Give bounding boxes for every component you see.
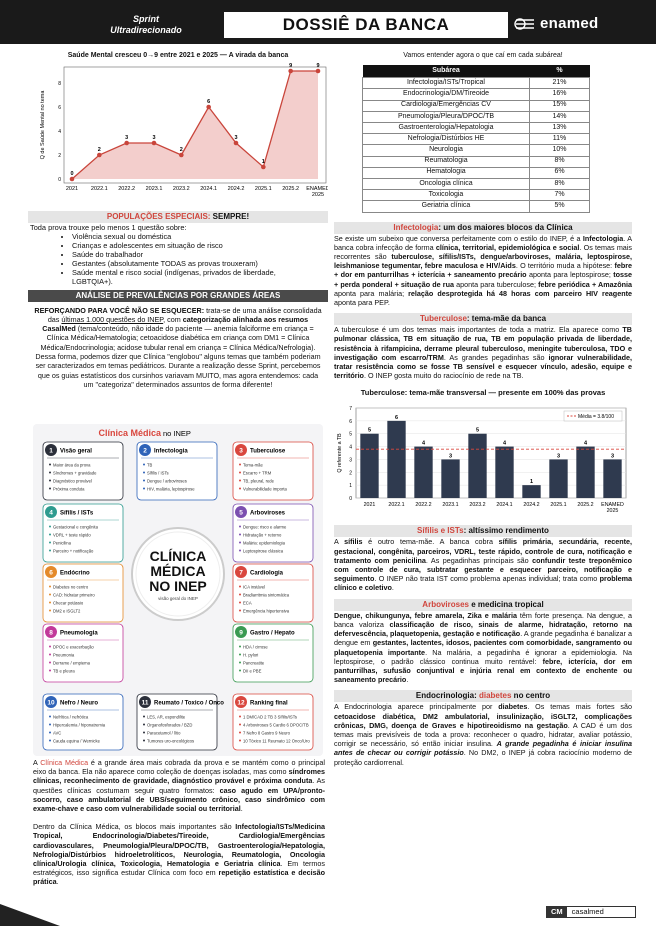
card-bullet <box>143 716 145 718</box>
card-bullet <box>143 724 145 726</box>
card-bullet <box>239 646 241 648</box>
card-item: Penicilina <box>53 540 71 546</box>
prevalencias-heading: ANÁLISE DE PREVALÊNCIAS POR GRANDES ÁREAS <box>28 290 328 302</box>
center-title: NO INEP <box>149 578 207 594</box>
card-item: ICA instável <box>243 584 266 590</box>
populacoes-intro: Toda prova trouxe pelo menos 1 questão sobre: <box>30 222 187 232</box>
infographic-title: Clínica Médica <box>98 428 161 438</box>
card-bullet <box>143 472 145 474</box>
card-bullet <box>49 594 51 596</box>
card-bullet <box>239 542 241 544</box>
card-item: Tema-mãe <box>243 462 263 468</box>
card-bullet <box>49 740 51 742</box>
y-tick-label: 8 <box>58 80 61 87</box>
card-item: 10 Tóxico 11 Reumato 12 Onco/Uro <box>243 738 310 744</box>
x-tick-label: 2025 <box>606 507 619 514</box>
x-tick-label: 2022.1 <box>388 501 405 508</box>
card-number: 3 <box>239 447 243 455</box>
table-row <box>363 123 590 134</box>
card-bullet <box>49 732 51 734</box>
infographic-card <box>233 504 313 562</box>
infographic-card <box>233 442 313 500</box>
card-bullet <box>239 670 241 672</box>
card-item: VDRL + teste rápido <box>53 532 91 538</box>
x-tick-label: 2024.1 <box>496 501 513 508</box>
y-tick-label: 0 <box>58 176 61 183</box>
col-pct: % <box>530 65 590 78</box>
populacoes-item: • Saúde do trabalhador <box>72 250 328 259</box>
card-item: Sífilis / ISTs <box>147 470 169 476</box>
data-label: 3 <box>610 453 615 460</box>
card-item: Vulnerabilidade importa <box>243 486 287 492</box>
col-subarea: Subárea <box>363 65 530 78</box>
sifilis-text: A sífilis é outro tema-mãe. A banca cobra sífilis primária, secundária, recente, gestacional, congênita, parceiros, VDRL, teste rápido, controle de cura, notificação e tratamento com penicilina. As pegadinhas principais são confundir teste treponêmico com controle de cura, subtratar gestante e esquecer parceiro, notificação e seguimento. O INEP não trata IST como problema apenas individual; trata como problema clínico e coletivo. <box>334 537 632 593</box>
subarea-name: Hematologia <box>363 167 530 178</box>
y-tick-label: 3 <box>349 457 352 464</box>
infographic-card <box>43 694 123 750</box>
card-item: DM2 e iSGLT2 <box>53 608 81 614</box>
bar <box>414 446 432 497</box>
card-item: TB <box>147 462 153 468</box>
card-bullet <box>49 472 51 474</box>
card-bullet <box>143 488 145 490</box>
x-tick-label: ENAMED <box>601 501 624 508</box>
card-bullet <box>49 646 51 648</box>
infographic-card <box>233 624 313 682</box>
x-tick-label: 2024.2 <box>523 501 540 508</box>
infographic-heading <box>98 428 190 438</box>
card-bullet <box>49 550 51 552</box>
card-bullet <box>49 488 51 490</box>
x-tick-label: 2022.2 <box>118 185 136 192</box>
data-label: 9 <box>289 62 293 69</box>
y-tick-label: 1 <box>349 482 352 489</box>
subarea-pct: 14% <box>530 111 590 122</box>
card-bullet <box>239 526 241 528</box>
subarea-name: Toxicologia <box>363 190 530 201</box>
x-tick-label: 2021 <box>363 501 376 508</box>
card-title: Tuberculose <box>250 448 286 455</box>
card-number: 12 <box>237 699 245 707</box>
card-number: 4 <box>49 509 53 517</box>
center-title: CLÍNICA <box>149 548 207 564</box>
y-axis-label: Q referente a TB <box>337 433 343 473</box>
table-row <box>363 145 590 156</box>
subarea-pct: 6% <box>530 167 590 178</box>
card-item: Tumores uro-oncológicos <box>147 738 195 744</box>
y-tick-label: 6 <box>58 104 61 111</box>
x-tick-label: 2022.2 <box>415 501 432 508</box>
bar <box>522 485 540 498</box>
x-tick-label: 2024.2 <box>227 185 245 192</box>
card-item: H. pylori <box>243 652 259 658</box>
subarea-name: Cardiologia/Emergências CV <box>363 100 530 111</box>
page-title: DOSSIÊ DA BANCA <box>282 15 450 35</box>
card-item: Organofosforados / BZD <box>147 722 193 728</box>
subarea-name: Geriatria clínica <box>363 201 530 212</box>
card-bullet <box>239 594 241 596</box>
card-title: Nefro / Neuro <box>60 700 99 707</box>
card-item: Diagnóstico provável <box>53 478 92 484</box>
card-bullet <box>239 610 241 612</box>
card-item: AVC <box>53 730 62 736</box>
data-label: 2 <box>97 146 101 153</box>
y-tick-label: 4 <box>58 128 61 135</box>
card-title: Sífilis / ISTs <box>60 510 94 517</box>
card-title: Reumato / Toxico / Onco <box>154 700 224 707</box>
data-label: 4 <box>502 440 507 447</box>
bar <box>495 446 513 497</box>
card-item: Malária: epidemiologia <box>243 540 285 546</box>
infographic-center <box>132 528 224 620</box>
y-tick-label: 5 <box>349 431 352 438</box>
card-bullet <box>239 550 241 552</box>
x-tick-label: 2021 <box>65 185 79 192</box>
card-bullet <box>239 732 241 734</box>
x-tick-label: 2024.1 <box>200 185 218 192</box>
card-bullet <box>239 586 241 588</box>
infographic-card <box>43 504 123 562</box>
card-bullet <box>143 464 145 466</box>
card-number: 1 <box>49 447 53 455</box>
card-bullet <box>49 724 51 726</box>
sprint-label: Sprint Ultradirecionado <box>110 14 182 35</box>
data-point <box>179 152 184 157</box>
data-label: 3 <box>448 453 453 460</box>
card-item: Nefrítica / nefrótica <box>53 714 89 720</box>
infographic-card <box>43 564 123 622</box>
subarea-name: Nefrologia/Distúrbios HE <box>363 134 530 145</box>
data-label: 6 <box>394 414 399 421</box>
table-row <box>363 78 590 89</box>
populacoes-item: • Gestantes (absolutamente TODAS as provas trouxeram) <box>72 259 328 268</box>
data-label: 4 <box>583 440 588 447</box>
card-item: Próxima conduta <box>53 486 85 492</box>
endocrino-text: A Endocrinologia aparece principalmente por diabetes. Os temas mais fortes são cetoacidose diabética, DM2 ambulatorial, insulinização, iSGLT2, complicações crônicas, DMG, doença de Graves e hipotireoidismo na gestação. A CAD é um dos temas mais previsíveis de toda a prova: reconhecer o quadro, hidratar, avaliar potássio, corrigir se necessário, só então iniciar insulina. A grande pegadinha é iniciar insulina antes de checar ou corrigir potássio. No DM2, o INEP já cobra raciocínio moderno de proteção cardiorrenal. <box>334 702 633 767</box>
card-item: Derrame / empiema <box>53 660 91 666</box>
card-title: Arboviroses <box>250 510 286 517</box>
data-label: 5 <box>475 427 480 434</box>
left-column <box>28 52 328 389</box>
x-tick-label: 2023.1 <box>145 185 163 192</box>
data-point <box>316 68 321 73</box>
data-label: 5 <box>367 427 372 434</box>
data-point <box>288 68 293 73</box>
x-tick-label: 2025.1 <box>254 185 272 192</box>
y-tick-label: 7 <box>349 405 352 412</box>
infographic-card <box>233 694 313 750</box>
x-tick-label: 2025.2 <box>577 501 594 508</box>
data-label: 3 <box>125 134 129 141</box>
card-item: Diabetes no centro <box>53 584 89 590</box>
card-bullet <box>49 654 51 656</box>
card-number: 10 <box>47 699 55 707</box>
enamed-logo-icon <box>514 17 536 31</box>
card-item: 4 Arboviroses 5 Cardio 6 DPOC/TB <box>243 722 309 728</box>
card-item: Parceiro + notificação <box>53 548 94 554</box>
clinica-text <box>33 758 325 887</box>
clinica-paragraph-1: A Clínica Médica é a grande área mais cobrada da prova e se mantém como o principal eixo da banca. Ela não aparece como coleção de doenças isoladas, mas como síndromes clínicas, reconhecimento de gravidade, diagnóstico provável e próxima conduta. As questões clínicas costumam seguir quatro formatos: caso agudo em UPA/pronto-socorro, caso ambulatorial de UBS/seguimento crônico, caso sindrômico com exame-chave e caso com vulnerabilidade social ou territorial. <box>33 758 326 814</box>
card-bullet <box>49 464 51 466</box>
card-bullet <box>143 740 145 742</box>
card-item: TB, pleural, rede <box>243 478 274 484</box>
x-tick-label: 2023.1 <box>442 501 459 508</box>
legend-label: Média = 3.8/100 <box>578 413 614 420</box>
card-bullet <box>49 716 51 718</box>
card-item: Dengue: risco e alarme <box>243 524 287 530</box>
infographic-card <box>233 564 313 622</box>
card-item: ECA <box>243 600 252 606</box>
clinica-infographic <box>33 424 323 756</box>
card-bullet <box>49 602 51 604</box>
data-label: 1 <box>261 158 265 165</box>
card-item: Hidratação + retorno <box>243 532 282 538</box>
card-item: Cauda equina / Wernicke <box>53 738 100 744</box>
card-item: Dengue / arboviroses <box>147 478 187 484</box>
card-item: Bradiarritmia sintomática <box>243 592 290 598</box>
populacoes-item: • Crianças e adolescentes em situação de risco <box>72 241 328 250</box>
card-item: Hipercalemia / hiponatremia <box>53 722 106 728</box>
infographic-title-rest: no INEP <box>163 429 191 438</box>
clinica-infographic-svg <box>33 424 323 756</box>
data-label: 6 <box>207 98 211 105</box>
data-point <box>206 104 211 109</box>
populacoes-item: • Violência sexual ou doméstica <box>72 232 328 241</box>
card-number: 8 <box>49 629 53 637</box>
card-number: 11 <box>141 699 149 707</box>
arboviroses-text: Dengue, chikungunya, febre amarela, Zika e malária têm forte presença. Na dengue, a banca valoriza classificação de risco, sinais de alarme, hidratação, retorno na defervescência, plaquetopenia, gestação e notificação. A grande pegadinha é banalizar a dengue em gestantes, lactentes, idosos, pacientes com comorbidade, sangramento ou plaquetopenia importante. Na malária, a pegadinha é ignorar a epidemiologia. Na leptospirose, o padrão clássico continua muito rentável: febre, icterícia, dor em panturrilhas, sufusão conjuntival e injúria renal em contexto de enchente ou saneamento precário. <box>334 610 633 685</box>
card-item: Pancreatite <box>243 660 265 666</box>
prevalencias-text: REFORÇANDO PARA VOCÊ NÃO SE ESQUECER: trata-se de uma análise consolidada das últimas 1.000 questões do INEP, com categorização alinhada aos resumos CasalMed (tema/conteúdo, não idade do paciente — anemia falciforme em criança = Clínica Médica/Hematologia; cetoacidose diabética em criança com DM1 = Clínica Médica/Endocrinologia; acidose tubular renal em criança = Clínica Médica/Nefrologia). Dessa forma, podemos dizer que Clínica "englobou" alguns temas que também poderiam ser caracterizados em temas pediátricos. Durante a realização desse Sprint, percebemos que os guias estatísticos dos cursinhos variavam MUITO, mas agora entendemos: cada um "categoriza" determinados assuntos de forma diferente! <box>34 305 322 389</box>
card-bullet <box>49 534 51 536</box>
x-tick-label: 2025.2 <box>282 185 300 192</box>
subarea-pct: 13% <box>530 123 590 134</box>
infectologia-text: Se existe um subeixo que conversa perfeitamente com o estilo do INEP, é a Infectologia. A banca cobra infecção de forma clínica, territorial, epidemiológica e social. Os temas mais recorrentes são tuberculose, sífilis/ISTs, dengue/arboviroses, malária, leptospirose, leishmaniose tegumentar, febre maculosa e HIV/Aids. O território muda a hipótese: febre + dor em panturrilhas + icterícia + saneamento precário aponta para leptospirose; tosse + perda ponderal + situação de rua aponta para tuberculose; febre periódica + Amazônia aponta para malária; relação desprotegida há 48 horas com parceiro HIV reagente aponta para PEP. <box>334 233 633 307</box>
table-row <box>363 156 590 167</box>
casalmed-footer-logo: CM casalmed <box>546 906 636 918</box>
populacoes-item: • Saúde mental e risco social (indígenas, privados de liberdade, <box>72 268 328 277</box>
tb-chart-title: Tuberculose: tema-mãe transversal — presente em 100% das provas <box>360 388 606 398</box>
card-bullet <box>49 526 51 528</box>
arboviroses-heading: Arboviroses e medicina tropical <box>334 599 632 611</box>
data-point <box>152 140 157 145</box>
populacoes-list <box>28 232 328 286</box>
bar <box>576 446 594 497</box>
card-bullet <box>239 534 241 536</box>
card-bullet <box>49 662 51 664</box>
bar <box>441 459 459 498</box>
card-bullet <box>239 654 241 656</box>
bar <box>549 459 567 498</box>
card-title: Visão geral <box>60 448 92 455</box>
card-item: LES, AR, espondilite <box>147 714 186 720</box>
tuberculose-text: A tuberculose é um dos temas mais importantes de toda a matriz. Ela aparece como TB pulmonar clássica, TB em situação de rua, TB em população privada de liberdade, resistência à rifampicina, derrame pleural tuberculoso, meningite tuberculosa, TDO e investigação com escarro/TRM. As grandes pegadinhas são ignorar vulnerabilidade, tratar resistência como se fosse TB sensível e esquecer vínculo, adesão, equipe e território. O INEP gosta muito do raciocínio de rede na TB. <box>334 325 632 381</box>
x-tick-label: 2022.1 <box>90 185 108 192</box>
card-item: TB e pleura <box>53 668 75 674</box>
data-point <box>124 140 129 145</box>
sifilis-heading: Sífilis e ISTs: altíssimo rendimento <box>334 525 632 537</box>
card-title: Gastro / Hepato <box>250 630 295 637</box>
subarea-pct: 15% <box>530 100 590 111</box>
data-point <box>97 152 102 157</box>
table-row <box>363 89 590 100</box>
subarea-name: Reumatologia <box>363 156 530 167</box>
data-label: 4 <box>421 440 426 447</box>
subarea-name: Oncologia clínica <box>363 178 530 189</box>
center-title: MÉDICA <box>150 563 206 579</box>
data-label: 0 <box>70 170 74 177</box>
table-row <box>363 167 590 178</box>
subarea-pct: 7% <box>530 190 590 201</box>
y-tick-label: 2 <box>349 470 352 477</box>
infographic-card <box>43 624 123 682</box>
data-point <box>70 176 75 181</box>
card-title: Pneumologia <box>60 630 98 637</box>
mental-health-line-chart <box>28 61 328 203</box>
card-title: Endócrino <box>60 570 90 577</box>
card-bullet <box>239 488 241 490</box>
y-tick-label: 6 <box>349 418 352 425</box>
subarea-pct: 11% <box>530 134 590 145</box>
card-item: Paracetamol / lítio <box>147 730 181 736</box>
subareas-intro: Vamos entender agora o que caí em cada subárea! <box>403 52 563 59</box>
card-item: Escarro + TRM <box>243 470 272 476</box>
subarea-pct: 8% <box>530 178 590 189</box>
populacoes-item: LGBTQIA+). <box>72 276 113 286</box>
card-title: Infectologia <box>154 448 188 455</box>
subarea-name: Infectologia/ISTs/Tropical <box>363 78 530 89</box>
subarea-name: Pneumologia/Pleura/DPOC/TB <box>363 111 530 122</box>
bar <box>387 421 405 498</box>
data-label: 2 <box>179 146 183 153</box>
page-header <box>0 0 656 44</box>
table-row <box>363 100 590 111</box>
data-label: 3 <box>234 134 238 141</box>
card-bullet <box>239 716 241 718</box>
card-bullet <box>239 740 241 742</box>
card-item: Pneumonia <box>53 652 75 658</box>
subarea-name: Gastroenterologia/Hepatologia <box>363 123 530 134</box>
bar <box>360 433 378 497</box>
card-item: Leptospirose clássica <box>243 548 284 554</box>
card-title: Cardiologia <box>250 570 284 577</box>
enamed-logo: enamed <box>514 15 599 34</box>
subarea-pct: 16% <box>530 89 590 100</box>
infographic-card <box>137 442 217 500</box>
card-item: CAD: hidratar primeiro <box>53 592 95 598</box>
tb-bar-chart <box>334 398 632 520</box>
subareas-header-row <box>363 65 590 78</box>
card-number: 9 <box>239 629 243 637</box>
card-item: Gestacional e congênita <box>53 524 98 530</box>
card-item: Síndromes + gravidade <box>53 470 97 476</box>
card-number: 7 <box>239 569 243 577</box>
card-item: Maior área da prova <box>53 462 91 468</box>
data-point <box>234 140 239 145</box>
subarea-pct: 5% <box>530 201 590 212</box>
y-tick-label: 4 <box>349 444 352 451</box>
card-bullet <box>239 472 241 474</box>
card-item: HDA / cirrose <box>243 644 268 650</box>
card-bullet <box>143 480 145 482</box>
x-tick-label: 2025 <box>311 191 325 198</box>
endocrino-heading: Endocrinologia: diabetes no centro <box>334 690 632 702</box>
subareas-table <box>362 65 590 213</box>
x-tick-label: 2023.2 <box>469 501 486 508</box>
card-item: DII e PBE <box>243 668 262 674</box>
card-number: 6 <box>49 569 53 577</box>
x-tick-label: 2025.1 <box>550 501 567 508</box>
card-number: 5 <box>239 509 243 517</box>
mental-chart-title: Saúde Mental cresceu 0→9 entre 2021 e 2025 — A virada da banca <box>67 52 289 59</box>
card-bullet <box>239 480 241 482</box>
right-column <box>334 52 632 767</box>
y-tick-label: 0 <box>349 495 352 502</box>
card-item: 7 Nefro 8 Gastro 9 Neuro <box>243 730 291 736</box>
card-bullet <box>49 542 51 544</box>
data-label: 3 <box>556 453 561 460</box>
table-row <box>363 190 590 201</box>
subarea-pct: 8% <box>530 156 590 167</box>
x-tick-label: 2023.2 <box>172 185 190 192</box>
card-item: Checar potássio <box>53 600 84 606</box>
data-label: 9 <box>316 62 320 69</box>
tuberculose-heading: Tuberculose: tema-mãe da banca <box>334 313 632 325</box>
x-tick-label: ENAMED <box>306 185 328 192</box>
table-row <box>363 111 590 122</box>
subarea-pct: 21% <box>530 78 590 89</box>
bar <box>603 459 621 498</box>
card-item: DPOC e exacerbação <box>53 644 94 650</box>
table-row <box>363 134 590 145</box>
card-bullet <box>239 724 241 726</box>
card-bullet <box>239 662 241 664</box>
center-subtitle: visão geral do INEP <box>158 596 198 601</box>
card-item: Emergência hipertensiva <box>243 608 290 614</box>
table-row <box>363 178 590 189</box>
infectologia-heading: Infectologia: um dos maiores blocos da Clínica <box>334 222 632 234</box>
card-bullet <box>239 602 241 604</box>
subarea-name: Neurologia <box>363 145 530 156</box>
subarea-name: Endocrinologia/DM/Tireoide <box>363 89 530 100</box>
subarea-pct: 10% <box>530 145 590 156</box>
bar <box>468 433 486 497</box>
card-bullet <box>49 670 51 672</box>
infographic-card <box>137 694 224 750</box>
data-point <box>261 164 266 169</box>
card-title: Ranking final <box>250 700 288 707</box>
y-axis-label: Q de Saúde Mental no tema <box>40 90 46 160</box>
table-row <box>363 201 590 212</box>
data-label: 1 <box>529 478 534 485</box>
data-label: 3 <box>152 134 156 141</box>
infographic-card <box>43 442 123 500</box>
card-bullet <box>49 480 51 482</box>
card-item: 1 DM/CAD 2 TB 3 Sífilis/ISTs <box>243 714 297 720</box>
card-bullet <box>49 610 51 612</box>
card-item: HIV, malária, leptospirose <box>147 486 195 492</box>
y-tick-label: 2 <box>58 152 61 159</box>
page-title-box <box>224 12 508 38</box>
clinica-paragraph-2: Dentro da Clínica Médica, os blocos mais importantes são Infectologia/ISTs/Medicina Tropical, Endocrinologia/Diabetes/Tireoide, Cardiologia/Emergências cardiovasculares, Pneumologia/Pleura/DPOC/TB, Gastroenterologia/Hepatologia, Nefrologia/Distúrbios hidroeletrolíticos, Neurologia, Reumatologia, Oncologia clínica/Urologia clínica, Toxicologia, Hematologia e Geriatria clínica. Em termos estratégicos, isso significa estudar Clínica com foco em repetição estatística e decisão prática. <box>33 822 325 887</box>
populacoes-heading: POPULAÇÕES ESPECIAIS: SEMPRE! <box>28 211 328 223</box>
card-bullet <box>143 732 145 734</box>
card-number: 2 <box>143 447 147 455</box>
card-bullet <box>49 586 51 588</box>
card-bullet <box>239 464 241 466</box>
